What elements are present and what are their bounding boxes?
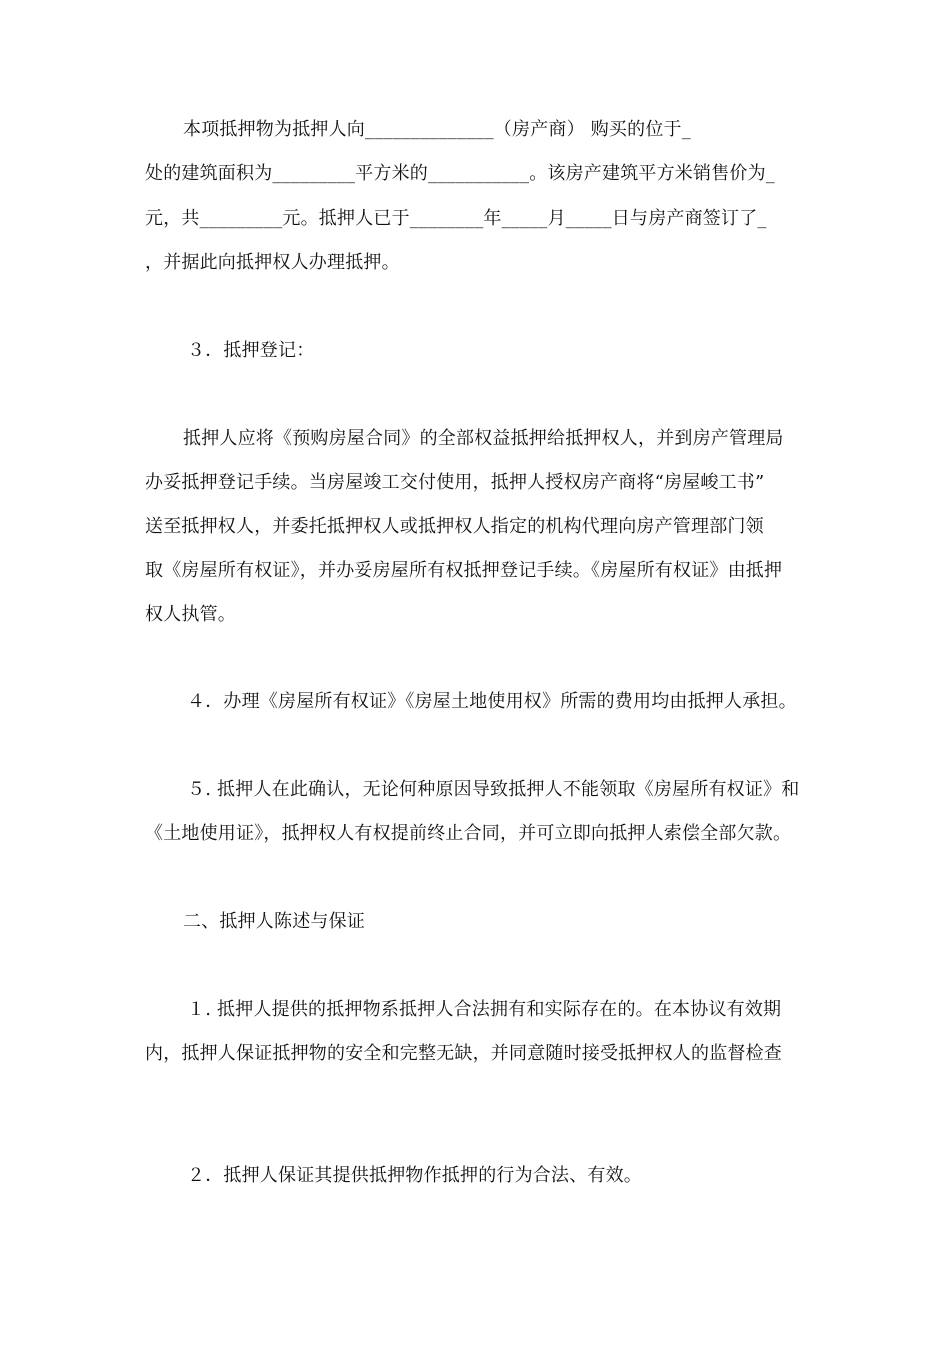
paragraph-line: 处的建筑面积为_________平方米的___________。该房产建筑平方米销售价为_ — [145, 163, 775, 184]
paragraph-line: １. 抵押人提供的抵押物系抵押人合法拥有和实际存在的。在本协议有效期 — [187, 999, 782, 1020]
paragraph-line: 办妥抵押登记手续。当房屋竣工交付使用，抵押人授权房产商将“房屋峻工书” — [145, 472, 765, 493]
paragraph-line: 本项抵押物为抵押人向______________（房产商） 购买的位于_ — [183, 119, 691, 140]
paragraph-line: 内，抵押人保证抵押物的安全和完整无缺，并同意随时接受抵押权人的监督检查 — [145, 1043, 782, 1064]
paragraph-line: 权人执管。 — [145, 604, 236, 625]
section-heading: ３．抵押登记： — [187, 340, 315, 361]
paragraph-line: 抵押人应将《预购房屋合同》的全部权益抵押给抵押权人，并到房产管理局 — [183, 428, 784, 449]
paragraph-line: 送至抵押权人，并委托抵押权人或抵押权人指定的机构代理向房产管理部门领 — [145, 516, 764, 537]
paragraph-line: ２．抵押人保证其提供抵押物作抵押的行为合法、有效。 — [187, 1165, 642, 1186]
paragraph-line: 《土地使用证》，抵押权人有权提前终止合同，并可立即向抵押人索偿全部欠款。 — [145, 823, 792, 844]
paragraph-line: 取《房屋所有权证》，并办妥房屋所有权抵押登记手续。《房屋所有权证》由抵押 — [145, 560, 783, 581]
paragraph-line: ４．办理《房屋所有权证》《房屋土地使用权》所需的费用均由抵押人承担。 — [187, 691, 797, 712]
paragraph-line: ，并据此向抵押权人办理抵押。 — [145, 252, 400, 273]
part-heading: 二、抵押人陈述与保证 — [183, 911, 365, 932]
paragraph-line: ５. 抵押人在此确认，无论何种原因导致抵押人不能领取《房屋所有权证》和 — [187, 779, 800, 800]
paragraph-line: 元，共_________元。抵押人已于________年_____月_____日与房产商签订了_ — [145, 208, 767, 229]
